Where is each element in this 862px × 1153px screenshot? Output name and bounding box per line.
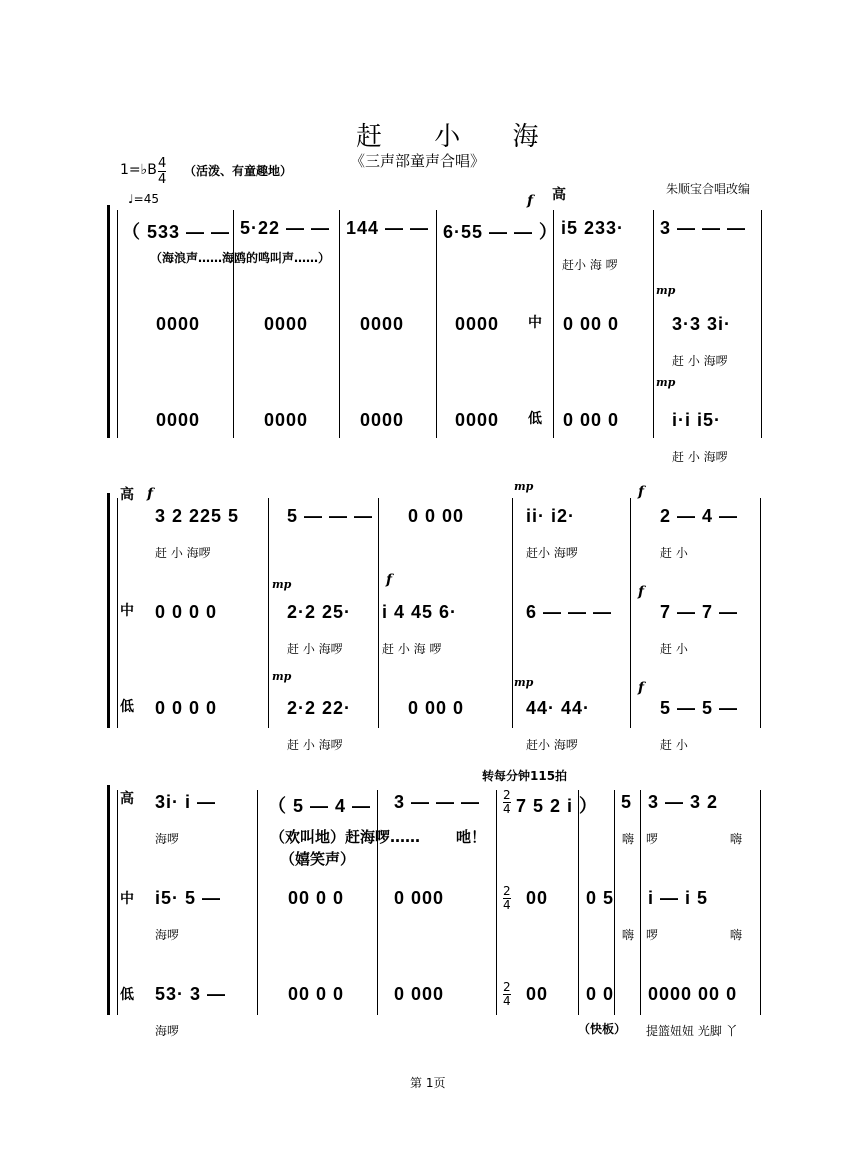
high-lyric: 海啰	[155, 832, 180, 846]
mid-lyric: 赶 小 海啰	[287, 642, 343, 656]
low-measure-16: 0 0	[586, 984, 615, 1004]
high-measure-13: （ 5 — 4 —	[268, 796, 372, 816]
low-measure-17: 0000 00 0	[648, 984, 738, 1004]
voice-label-low: 低	[120, 987, 134, 1003]
high-measure-10: ii· i2·	[526, 506, 576, 526]
mid-lyric: 嗨	[730, 928, 743, 942]
low-measure-4: 0000	[455, 410, 500, 430]
high-lyric: 赶 小	[660, 546, 688, 560]
barline	[496, 790, 497, 1015]
low-lyric: 赶 小 海啰	[672, 450, 728, 464]
voice-label-mid: 中	[120, 891, 134, 907]
voice-label-mid: 中	[120, 603, 134, 619]
mid-measure-12: i5· 5 —	[155, 888, 222, 908]
voice-label-high: 高	[120, 487, 134, 503]
barline	[760, 790, 761, 1015]
high-measure-11: 2 — 4 —	[660, 506, 739, 526]
low-measure-5: 0 00 0	[563, 410, 620, 430]
barline	[760, 498, 761, 728]
dynamic-f: f	[638, 680, 645, 696]
mid-lyric: 赶 小 海 啰	[382, 642, 442, 656]
low-measure-9: 0 00 0	[408, 698, 465, 718]
dynamic-mp: mp	[272, 578, 292, 591]
low-lyric: 海啰	[155, 1024, 180, 1038]
low-measure-3: 0000	[360, 410, 405, 430]
mid-measure-11: 7 — 7 —	[660, 602, 739, 622]
tempo-change: 转每分钟115拍	[482, 769, 568, 783]
barline	[630, 498, 631, 728]
expression-mark: （活泼、有童趣地）	[184, 164, 293, 178]
arranger: 朱顺宝合唱改编	[666, 182, 751, 196]
system3-brace	[107, 785, 110, 1015]
time-change: 2 4	[503, 980, 511, 1008]
mid-measure-2: 0000	[264, 314, 309, 334]
low-measure-1: 0000	[156, 410, 201, 430]
high-lyric: 赶小 海啰	[526, 546, 578, 560]
high-measure-3: 144 — —	[346, 218, 430, 238]
time-signature: 4 4	[158, 156, 167, 187]
low-measure-12: 53· 3 —	[155, 984, 227, 1004]
song-subtitle: 《三声部童声合唱》	[350, 152, 486, 170]
voice-label-low: 低	[120, 699, 134, 715]
high-measure-4: 6·55 — — ）	[443, 222, 559, 242]
barline	[378, 498, 379, 728]
low-measure-8: 2·2 22·	[287, 698, 352, 718]
barline	[377, 790, 378, 1015]
high-measure-12: 3i· i —	[155, 792, 217, 812]
dynamic-f: f	[527, 193, 534, 209]
low-lyric: 赶小 海啰	[526, 738, 578, 752]
barline	[257, 790, 258, 1015]
voice-label-high: 高	[120, 791, 134, 807]
tempo-term: （快板）	[578, 1022, 627, 1036]
low-measure-14: 0 000	[394, 984, 445, 1004]
system1-left-barline	[117, 210, 118, 438]
dynamic-f: f	[638, 584, 645, 600]
low-measure-10: 44· 44·	[526, 698, 591, 718]
barline	[578, 790, 579, 1015]
laugh-text: （嬉笑声）	[280, 850, 356, 868]
high-lyric: 嗨	[622, 832, 635, 846]
high-lyric: 赶小 海 啰	[562, 258, 618, 272]
barline	[339, 210, 340, 438]
mid-measure-8: 2·2 25·	[287, 602, 352, 622]
high-measure-5: i5 233·	[561, 218, 625, 238]
high-lyric: 赶 小 海啰	[155, 546, 211, 560]
dynamic-f: f	[147, 486, 154, 502]
high-lyric: 啰	[646, 832, 659, 846]
voice-label-mid: 中	[528, 315, 542, 331]
mid-lyric: 嗨	[622, 928, 635, 942]
system1-brace	[107, 205, 110, 438]
mid-measure-1: 0000	[156, 314, 201, 334]
high-measure-2: 5·22 — —	[240, 218, 331, 238]
high-measure-6: 3 — — —	[660, 218, 747, 238]
low-measure-7: 0 0 0 0	[155, 698, 218, 718]
barline	[268, 498, 269, 728]
low-measure-11: 5 — 5 —	[660, 698, 739, 718]
high-measure-1: （ 533 — —	[122, 222, 231, 242]
dynamic-mp: mp	[272, 670, 292, 683]
low-lyric: 赶 小	[660, 738, 688, 752]
shout-text: （欢叫地）赶海啰……	[270, 828, 421, 846]
mid-lyric: 赶 小	[660, 642, 688, 656]
key-signature: 1=♭B	[120, 162, 157, 178]
mid-measure-9: i 4 45 6·	[382, 602, 458, 622]
mid-measure-13: 00 0 0	[288, 888, 345, 908]
barline	[614, 790, 615, 1015]
barline	[640, 790, 641, 1015]
barline	[761, 210, 762, 438]
barline	[553, 210, 554, 438]
barline	[233, 210, 234, 438]
system2-left-barline	[117, 498, 118, 728]
high-measure-16: 5	[621, 792, 633, 812]
low-measure-6: i·i i5·	[672, 410, 722, 430]
mid-measure-10: 6 — — —	[526, 602, 613, 622]
mid-measure-5: 0 00 0	[563, 314, 620, 334]
mid-measure-6: 3·3 3i·	[672, 314, 732, 334]
low-measure-15: 00	[526, 984, 549, 1004]
low-measure-2: 0000	[264, 410, 309, 430]
high-measure-7: 3 2 225 5	[155, 506, 240, 526]
barline	[653, 210, 654, 438]
shout-text: 吔！	[456, 828, 487, 846]
mid-lyric: 海啰	[155, 928, 180, 942]
intro-text: （海浪声……海鸥的鸣叫声……）	[150, 251, 331, 265]
voice-label-low: 低	[528, 411, 542, 427]
mid-measure-16: 0 5	[586, 888, 615, 908]
dynamic-mp: mp	[656, 376, 676, 389]
system3-left-barline	[117, 790, 118, 1015]
mid-measure-15: 00	[526, 888, 549, 908]
mid-lyric: 赶 小 海啰	[672, 354, 728, 368]
mid-measure-17: i — i 5	[648, 888, 709, 908]
high-measure-17: 3 — 3 2	[648, 792, 719, 812]
high-measure-9: 0 0 00	[408, 506, 465, 526]
dynamic-mp: mp	[514, 676, 534, 689]
low-lyric: 赶 小 海啰	[287, 738, 343, 752]
mid-measure-14: 0 000	[394, 888, 445, 908]
mid-measure-4: 0000	[455, 314, 500, 334]
low-lyric: 提篮妞妞 光脚 丫	[646, 1024, 738, 1038]
time-change: 2 4	[503, 788, 511, 816]
high-measure-15: 7 5 2 i ）	[516, 796, 599, 816]
mid-lyric: 啰	[646, 928, 659, 942]
time-change: 2 4	[503, 884, 511, 912]
dynamic-mp: mp	[656, 284, 676, 297]
song-title: 赶 小 海	[356, 122, 561, 152]
voice-label-high: 高	[552, 187, 566, 203]
barline	[512, 498, 513, 728]
tempo-mark: ♩=45	[128, 192, 159, 206]
mid-measure-7: 0 0 0 0	[155, 602, 218, 622]
dynamic-f: f	[638, 484, 645, 500]
dynamic-mp: mp	[514, 480, 534, 493]
page-number: 第 1页	[410, 1076, 446, 1090]
high-lyric: 嗨	[730, 832, 743, 846]
mid-measure-3: 0000	[360, 314, 405, 334]
low-measure-13: 00 0 0	[288, 984, 345, 1004]
system2-brace	[107, 493, 110, 728]
high-measure-8: 5 — — —	[287, 506, 374, 526]
dynamic-f: f	[386, 572, 393, 588]
barline	[436, 210, 437, 438]
high-measure-14: 3 — — —	[394, 792, 481, 812]
